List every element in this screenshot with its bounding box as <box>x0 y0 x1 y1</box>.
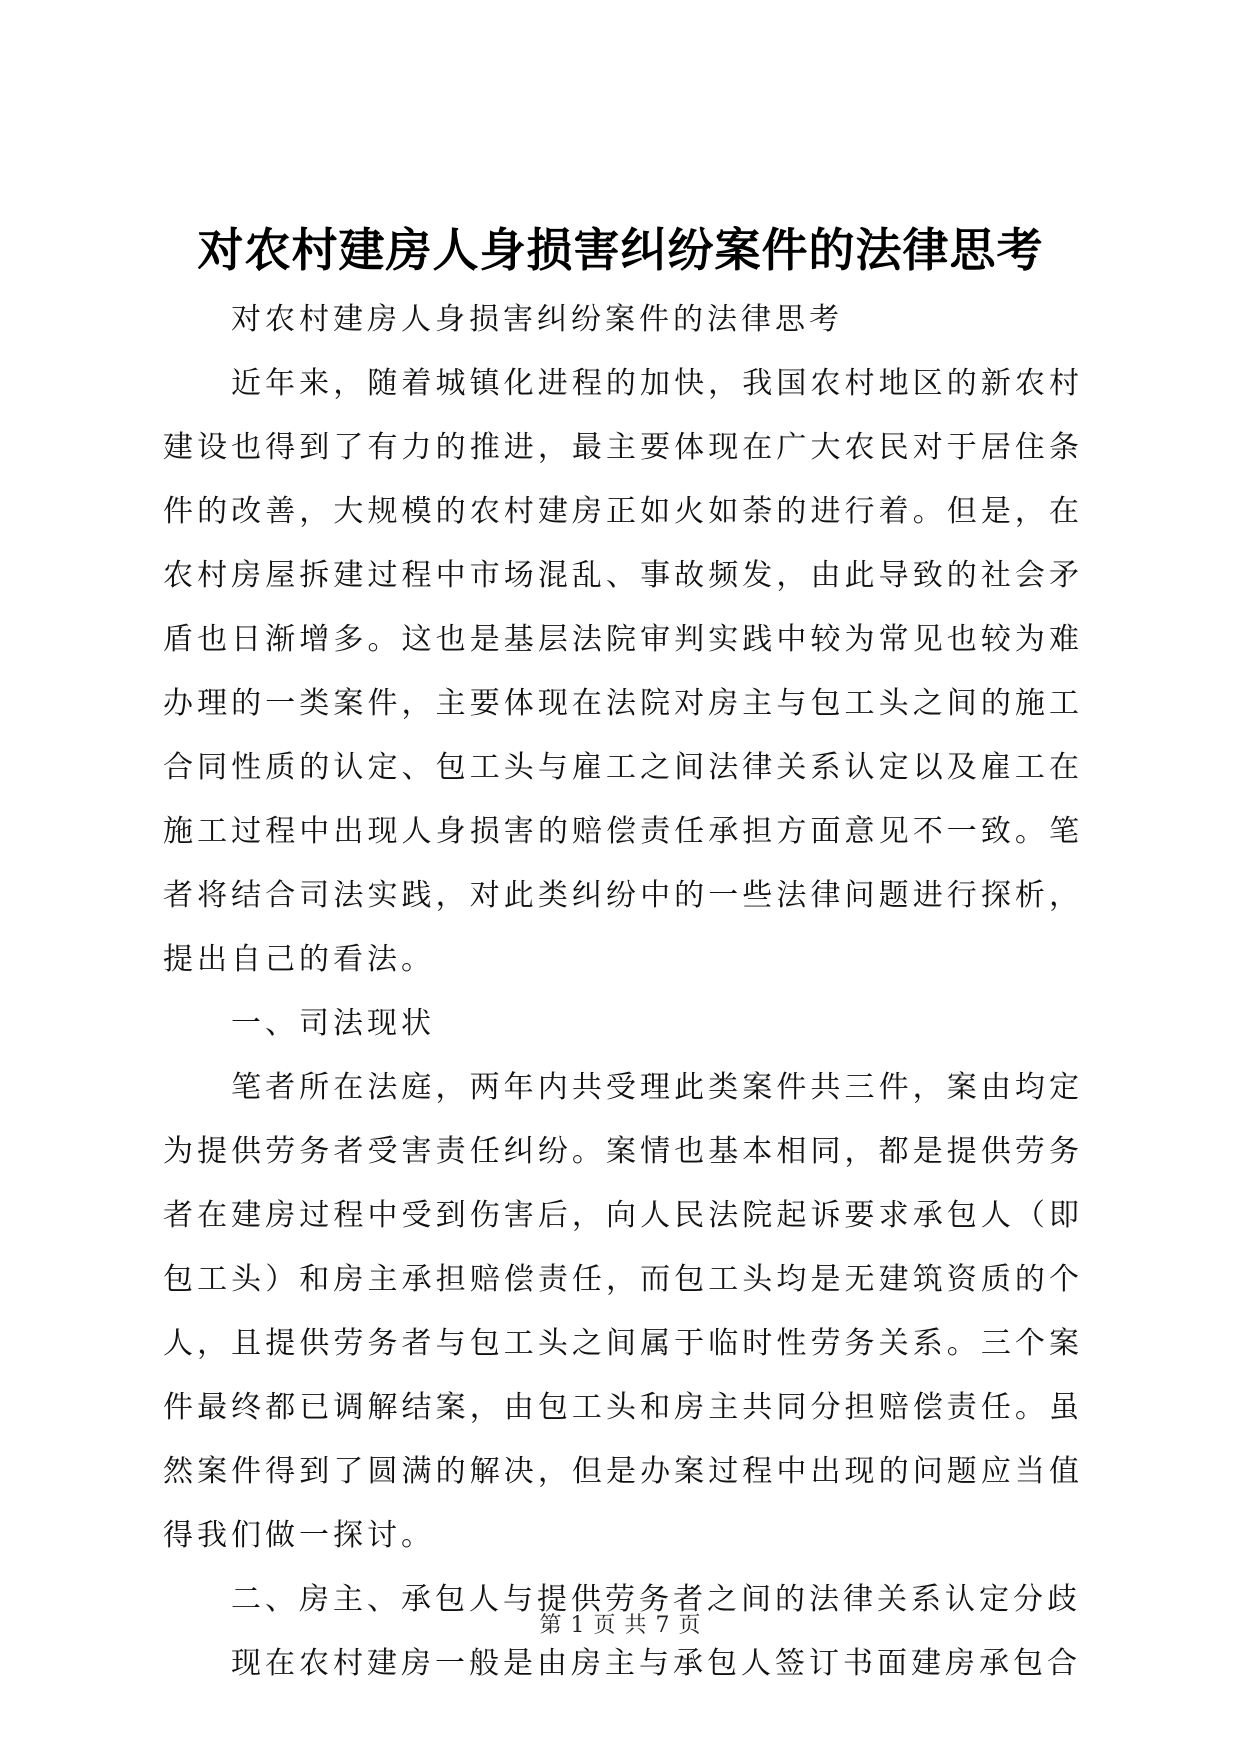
page-number-footer: 第 1 页 共 7 页 <box>539 1613 702 1638</box>
document-body <box>163 288 1083 1696</box>
section-heading-2: 二、房主、承包人与提供劳务者之间的法律关系认定分歧 <box>231 1582 1081 1617</box>
subtitle-paragraph: 对农村建房人身损害纠纷案件的法律思考 <box>231 302 843 337</box>
section-heading-1: 一、司法现状 <box>231 1006 435 1041</box>
section-1-paragraph: 笔者所在法庭，两年内共受理此类案件共三件，案由均定为提供劳务者受害责任纠纷。案情也基本相同，都是提供劳务者在建房过程中受到伤害后，向人民法院起诉要求承包人（即包工头）和房主承担赔偿责任，而包工头均是无建筑资质的个人，且提供劳务者与包工头之间属于临时性劳务关系。三个案件最终都已调解结案，由包工头和房主共同分担赔偿责任。虽然案件得到了圆满的解决，但是办案过程中出现的问题应当值得我们做一探讨。 <box>163 1070 1083 1553</box>
intro-paragraph: 近年来，随着城镇化进程的加快，我国农村地区的新农村建设也得到了有力的推进，最主要体现在广大农民对于居住条件的改善，大规模的农村建房正如火如荼的进行着。但是，在农村房屋拆建过程中市场混乱、事故频发，由此导致的社会矛盾也日渐增多。这也是基层法院审判实践中较为常见也较为难办理的一类案件，主要体现在法院对房主与包工头之间的施工合同性质的认定、包工头与雇工之间法律关系认定以及雇工在施工过程中出现人身损害的赔偿责任承担方面意见不一致。笔者将结合司法实践，对此类纠纷中的一些法律问题进行探析，提出自己的看法。 <box>163 366 1083 977</box>
section-2-paragraph: 现在农村建房一般是由房主与承包人签订书面建房承包合 <box>231 1646 1081 1681</box>
document-title: 对农村建房人身损害纠纷案件的法律思考 <box>197 223 1044 277</box>
